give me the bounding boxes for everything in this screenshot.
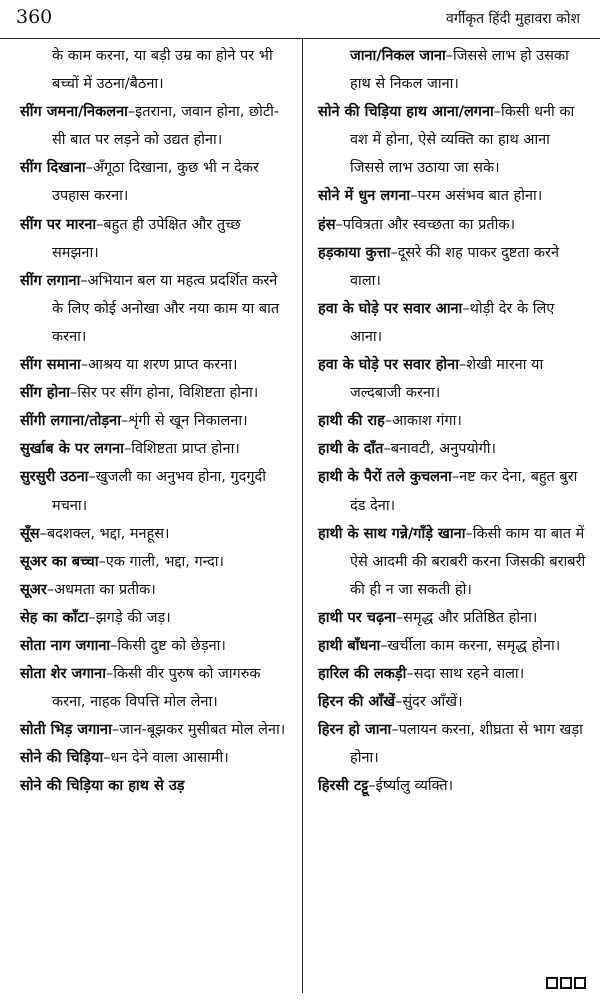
idiom-entry	[20, 407, 290, 435]
idiom-entry	[318, 772, 586, 800]
idiom-term: सोने की चिड़िया हाथ आना/लगना	[318, 104, 494, 121]
idiom-definition: –जान-बूझकर मुसीबत मोल लेना।	[111, 722, 286, 739]
idiom-term: हाथी की राह	[318, 413, 385, 430]
idiom-definition: –पलायन करना, शीघ्रता से भाग खड़ा होना।	[350, 722, 583, 767]
idiom-term: सींग लगाना	[20, 272, 81, 289]
idiom-term: हंस	[318, 216, 336, 233]
idiom-entry	[318, 463, 586, 519]
idiom-entry	[318, 520, 586, 604]
idiom-definition: –खर्चीला काम करना, समृद्ध होना।	[380, 637, 561, 654]
idiom-entry	[20, 42, 290, 98]
idiom-entry	[318, 407, 586, 435]
idiom-entry	[20, 744, 290, 772]
page-header	[0, 0, 600, 39]
idiom-entry	[318, 42, 586, 98]
idiom-definition: के काम करना, या बड़ी उम्र का होने पर भी बच्चों में उठना/बैठना।	[52, 48, 273, 93]
idiom-entry	[318, 351, 586, 407]
idiom-term: सींग जमना/निकलना	[20, 104, 128, 121]
idiom-entry	[318, 604, 586, 632]
idiom-entry	[20, 435, 290, 463]
idiom-definition: –दूसरे की शह पाकर दुष्टता करने वाला।	[350, 244, 560, 289]
idiom-definition: –किसी दुष्ट को छेड़ना।	[110, 637, 226, 654]
idiom-definition: –अधमता का प्रतीक।	[46, 581, 156, 598]
idiom-entry	[318, 182, 586, 210]
idiom-entry	[318, 716, 586, 772]
idiom-term: हारिल की लकड़ी	[318, 666, 407, 683]
idiom-definition: –बहुत ही उपेक्षित और तुच्छ समझना।	[52, 216, 241, 261]
idiom-definition: –अँगूठा दिखाना, कुछ भी न देकर उपहास करना।	[52, 160, 259, 205]
idiom-entry	[20, 576, 290, 604]
idiom-term: हिरन की आँखें	[318, 694, 396, 711]
idiom-entry	[20, 772, 290, 800]
idiom-entry	[20, 98, 290, 154]
idiom-term: सोता नाग जगाना	[20, 637, 111, 654]
idiom-term: सूअर	[20, 581, 47, 598]
idiom-entry	[318, 211, 586, 239]
idiom-definition: –बदशक्ल, भद्दा, मनहूस।	[39, 525, 170, 542]
idiom-entry	[318, 632, 586, 660]
idiom-definition: –जिससे लाभ हो उसका हाथ से निकल जाना।	[350, 48, 569, 93]
idiom-definition: –किसी काम या बात में ऐसे आदमी की बराबरी करना जिसकी बराबरी की ही न जा सकती हो।	[350, 525, 586, 598]
idiom-entry	[318, 295, 586, 351]
column-divider	[302, 38, 303, 993]
idiom-definition: –विशिष्टता प्राप्त होना।	[123, 441, 240, 458]
idiom-term: सूअर का बच्चा	[20, 553, 99, 570]
idiom-definition: –किसी धनी का वश में होना, ऐसे व्यक्ति का हाथ आना जिससे लाभ उठाया जा सके।	[350, 104, 575, 177]
idiom-term: हवा के घोड़े पर सवार होना	[318, 357, 459, 374]
idiom-definition: –बनावटी, अनुपयोगी।	[383, 441, 497, 458]
idiom-term: सोता शेर जगाना	[20, 666, 106, 683]
idiom-term: सींग पर मारना	[20, 216, 97, 233]
idiom-definition: –नष्ट कर देना, बहुत बुरा दंड देना।	[350, 469, 578, 514]
idiom-definition: –परम असंभव बात होना।	[410, 188, 543, 205]
idiom-term: सींग होना	[20, 385, 71, 402]
idiom-term: जाना/निकल जाना	[350, 48, 446, 64]
idiom-definition: –सदा साथ रहने वाला।	[406, 666, 525, 683]
idiom-definition: –अभियान बल या महत्व प्रदर्शित करने के लिए कोई अनोखा और नया काम या बात करना।	[52, 272, 280, 345]
idiom-definition: –झगड़े की जड़।	[88, 609, 171, 626]
idiom-entry	[20, 660, 290, 716]
idiom-entry	[318, 98, 586, 182]
end-mark-icon	[546, 977, 586, 989]
idiom-entry	[20, 463, 290, 519]
idiom-definition: –एक गाली, भद्दा, गन्दा।	[98, 553, 225, 570]
idiom-term: हाथी पर चढ़ना	[318, 609, 396, 626]
idiom-term: सोने में धुन लगना	[318, 188, 411, 205]
idiom-definition: –ईर्ष्यालु व्यक्ति।	[368, 778, 454, 795]
idiom-definition: –सिर पर सींग होना, विशिष्टता होना।	[70, 385, 259, 402]
idiom-definition: –समृद्ध और प्रतिष्ठित होना।	[395, 609, 538, 626]
idiom-entry	[20, 379, 290, 407]
idiom-term: हाथी के साथ गन्ने/गाँड़े खाना	[318, 525, 466, 542]
idiom-term: सींगी लगाना/तोड़ना	[20, 413, 121, 430]
idiom-definition: –खुजली का अनुभव होना, गुदगुदी मचना।	[52, 469, 266, 514]
idiom-term: सोने की चिड़िया का हाथ से उड़	[20, 778, 185, 795]
idiom-definition: –शृंगी से खून निकालना।	[120, 413, 248, 430]
idiom-entry	[20, 604, 290, 632]
idiom-term: हिरसी टट्टू	[318, 778, 369, 795]
idiom-entry	[20, 211, 290, 267]
idiom-entry	[20, 154, 290, 210]
idiom-term: सींग समाना	[20, 357, 81, 374]
idiom-entry	[20, 548, 290, 576]
idiom-entry	[20, 520, 290, 548]
idiom-term: हाथी बाँधना	[318, 637, 381, 654]
idiom-definition: –धन देने वाला आसामी।	[103, 750, 229, 767]
idiom-entry	[20, 716, 290, 744]
idiom-term: हिरन हो जाना	[318, 722, 392, 739]
idiom-entry	[20, 351, 290, 379]
idiom-term: सुरसुरी उठना	[20, 469, 89, 486]
left-column	[20, 42, 290, 801]
idiom-term: हाथी के दाँत	[318, 441, 384, 458]
idiom-term: सूँस	[20, 525, 40, 542]
idiom-term: हड़काया कुत्ता	[318, 244, 391, 261]
idiom-entry	[318, 688, 586, 716]
idiom-definition: –शेखी मारना या जल्दबाजी करना।	[350, 357, 544, 402]
idiom-entry	[318, 660, 586, 688]
idiom-definition: –आकाश गंगा।	[384, 413, 462, 430]
idiom-definition: –सुंदर आँखें।	[395, 694, 463, 711]
idiom-term: सेह का काँटा	[20, 609, 89, 626]
idiom-definition: –पवित्रता और स्वच्छता का प्रतीक।	[335, 216, 516, 233]
idiom-term: सींग दिखाना	[20, 160, 86, 177]
idiom-entry	[20, 267, 290, 351]
running-head: वर्गीकृत हिंदी मुहावरा कोश	[446, 11, 580, 27]
idiom-term: सोने की चिड़िया	[20, 750, 104, 767]
idiom-entry	[318, 239, 586, 295]
idiom-definition: –इतराना, जवान होना, छोटी-सी बात पर लड़ने को उद्यत होना।	[52, 104, 280, 149]
page-number: 360	[16, 6, 53, 28]
idiom-term: सोती भिड़ जगाना	[20, 722, 112, 739]
idiom-term: हाथी के पैरों तले कुचलना	[318, 469, 452, 486]
idiom-definition: –किसी वीर पुरुष को जागरुक करना, नाहक विपत्ति मोल लेना।	[52, 666, 261, 711]
idiom-entry	[20, 632, 290, 660]
idiom-definition: –आश्रय या शरण प्राप्त करना।	[80, 357, 238, 374]
right-column	[318, 42, 586, 801]
idiom-term: सुर्खाब के पर लगना	[20, 441, 124, 458]
idiom-entry	[318, 435, 586, 463]
idiom-term: हवा के घोड़े पर सवार आना	[318, 300, 463, 317]
idiom-definition: –थोड़ी देर के लिए आना।	[350, 300, 555, 345]
